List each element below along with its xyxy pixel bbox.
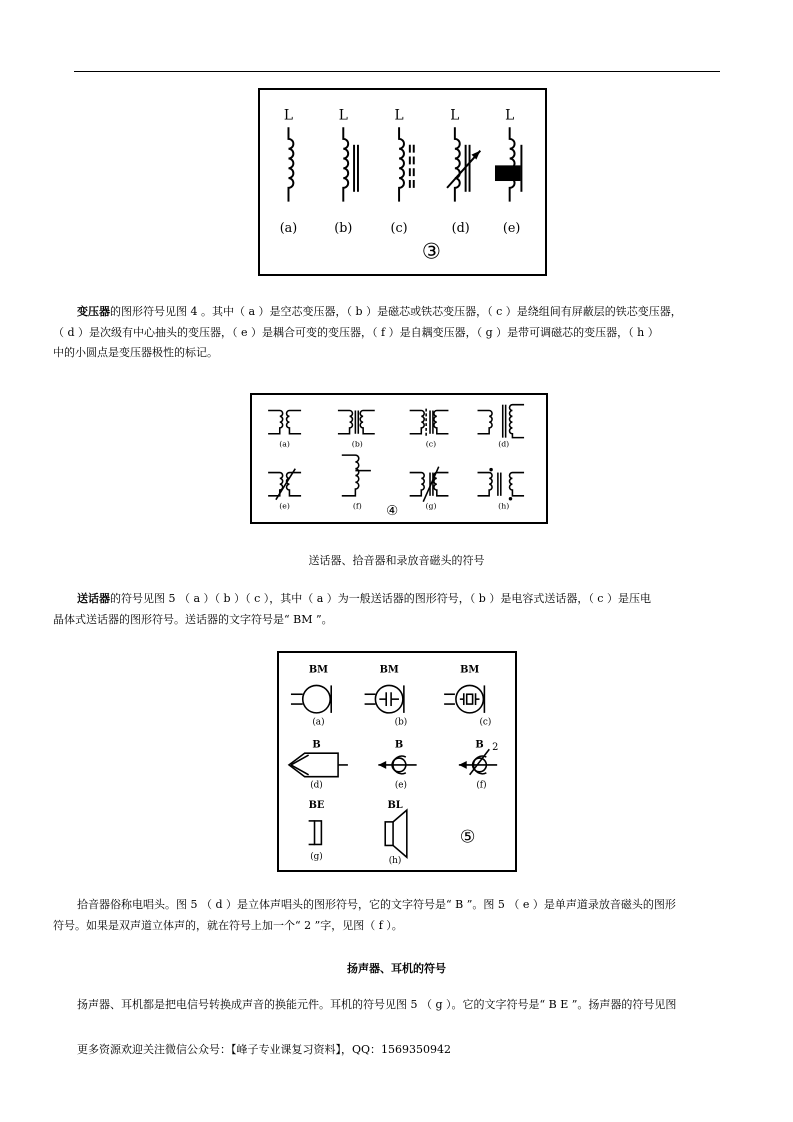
figure-transformer-symbols [250, 393, 548, 524]
caption-h: (h) [498, 501, 510, 511]
label-bl-h: BL [387, 800, 403, 812]
label-b-d: B [312, 739, 321, 751]
label-b-e: B [394, 739, 404, 751]
paragraph-pickup: 拾音器俗称电唱头。图 5 （ d ）是立体声唱头的图形符号，它的文字符号是“ B ”。图 5 （ e ）是单声道录放音磁头的图形 符号。如果是双声道立体声的，就在符号上加一个“ 2 ”字，见图（ f ）。 [53, 898, 676, 932]
caption-e: (e) [502, 219, 521, 235]
caption-microphone-heading: 送话器、拾音器和录放音磁头的符号 [308, 554, 485, 567]
caption-f: (f) [476, 780, 487, 791]
caption-d: (d) [310, 780, 323, 791]
transformer-symbols-drawing [252, 395, 546, 522]
term-microphone: 送话器 [77, 592, 110, 605]
caption-b: (b) [394, 717, 408, 728]
paragraph-microphone: 送话器的符号见图 5 （ a ）（ b ）（ c ），其中（ a ）为一般送话器的图形符号，（ b ）是电容式送话器，（ c ）是压电 晶体式送话器的图形符号。送话器的文字符号是“ BM ”。 [53, 592, 651, 626]
caption-b: (b) [351, 439, 363, 449]
figure-number: ③ [421, 239, 442, 265]
caption-g: (g) [425, 501, 437, 511]
caption-a: (a) [312, 717, 325, 728]
label-b-f: B [475, 739, 484, 751]
caption-a: (a) [279, 439, 290, 449]
figure-number: ⑤ [459, 827, 476, 848]
figure-inductor-symbols [258, 88, 547, 276]
caption-c: (c) [390, 219, 408, 235]
figure-audio-symbols [277, 651, 517, 872]
label-bm-b: BM [379, 664, 399, 676]
caption-b: (b) [334, 219, 353, 235]
label-c: L [394, 107, 404, 124]
paragraph-transformer: 变压器的图形符号见图 4 。其中（ a ）是空芯变压器，（ b ）是磁芯或铁芯变压器，（ c ）是绕组间有屏蔽层的铁芯变压器， （ d ）是次级有中心抽头的变压器，（ e ）是耦合可变的变压器，（ f ）是自耦变压器，（ g ）是带可调磁芯的变压器，（ h ） 中的小圆点是变压器极性的标记。 [53, 305, 682, 359]
caption-e: (e) [279, 501, 290, 511]
label-bm-c: BM [460, 664, 480, 676]
caption-c: (c) [479, 717, 492, 728]
inductor-symbols-drawing [260, 90, 545, 274]
label-bm-a: BM [308, 664, 329, 676]
label-be-g: BE [308, 800, 325, 812]
caption-e: (e) [394, 780, 407, 791]
caption-d: (d) [498, 439, 510, 449]
label-2-f: 2 [492, 742, 499, 754]
label-e: L [505, 107, 515, 124]
label-b: L [338, 107, 348, 124]
paragraph-speaker: 扬声器、耳机都是把电信号转换成声音的换能元件。耳机的符号见图 5 （ g ）。它的文字符号是“ B E ”。扬声器的符号见图 [77, 998, 677, 1011]
label-a: L [283, 107, 294, 124]
label-d: L [450, 107, 460, 124]
term-transformer: 变压器 [77, 305, 110, 318]
header-rule [74, 71, 720, 72]
heading-speaker-earphone: 扬声器、耳机的符号 [347, 962, 446, 975]
caption-g: (g) [310, 852, 323, 863]
audio-symbols-drawing [279, 653, 515, 870]
figure-number: ④ [386, 503, 399, 520]
footer-promo: 更多资源欢迎关注微信公众号：【峰子专业课复习资料】，QQ：1569350942 [77, 1043, 452, 1056]
caption-f: (f) [352, 501, 362, 511]
caption-a: (a) [279, 219, 298, 235]
caption-h: (h) [388, 856, 402, 867]
caption-d: (d) [451, 219, 470, 235]
caption-c: (c) [425, 439, 437, 449]
